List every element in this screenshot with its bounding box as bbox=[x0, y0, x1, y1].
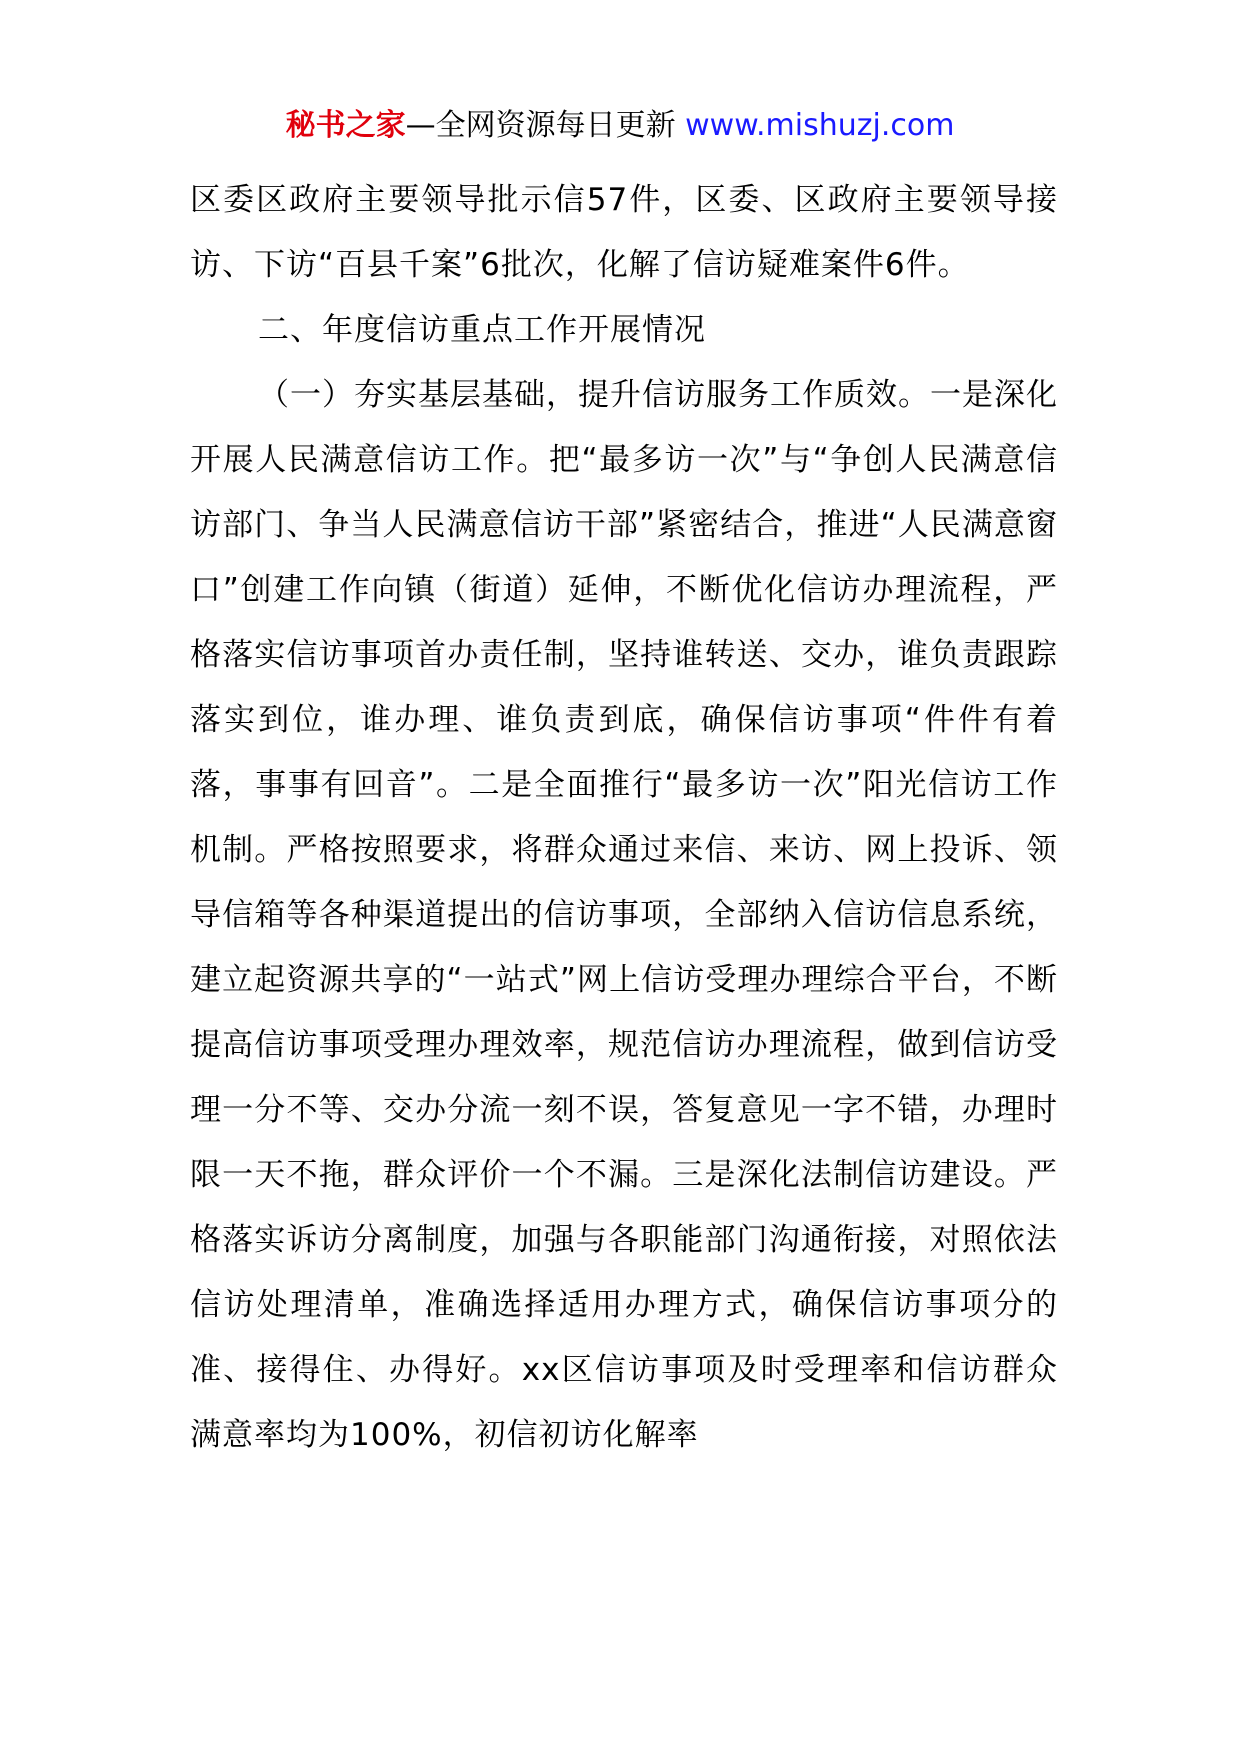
section-heading: 二、年度信访重点工作开展情况 bbox=[258, 312, 706, 348]
site-url-link[interactable]: www.mishuzj.com bbox=[685, 108, 955, 143]
site-header bbox=[0, 104, 1240, 148]
document-body bbox=[190, 168, 1058, 1468]
site-brand: 秘书之家 bbox=[285, 108, 406, 143]
paragraph-continuation: 区委区政府主要领导批示信57件，区委、区政府主要领导接访、下访“百县千案”6批次，化解了信访疑难案件6件。 bbox=[190, 182, 1058, 283]
site-tagline: —全网资源每日更新 bbox=[405, 108, 676, 143]
paragraph: （一）夯实基层基础，提升信访服务工作质效。一是深化开展人民满意信访工作。把“最多访一次”与“争创人民满意信访部门、争当人民满意信访干部”紧密结合，推进“人民满意窗口”创建工作向镇（街道）延伸，不断优化信访办理流程，严格落实信访事项首办责任制，坚持谁转送、交办，谁负责跟踪落实到位，谁办理、谁负责到底，确保信访事项“件件有着落，事事有回音”。二是全面推行“最多访一次”阳光信访工作机制。严格按照要求，将群众通过来信、来访、网上投诉、领导信箱等各种渠道提出的信访事项，全部纳入信访信息系统，建立起资源共享的“一站式”网上信访受理办理综合平台，不断提高信访事项受理办理效率，规范信访办理流程，做到信访受理一分不等、交办分流一刻不误，答复意见一字不错，办理时限一天不拖，群众评价一个不漏。三是深化法制信访建设。严格落实诉访分离制度，加强与各职能部门沟通衔接，对照依法信访处理清单，准确选择适用办理方式，确保信访事项分的准、接得住、办得好。xx区信访事项及时受理率和信访群众满意率均为100%，初信初访化解率 bbox=[190, 377, 1058, 1453]
